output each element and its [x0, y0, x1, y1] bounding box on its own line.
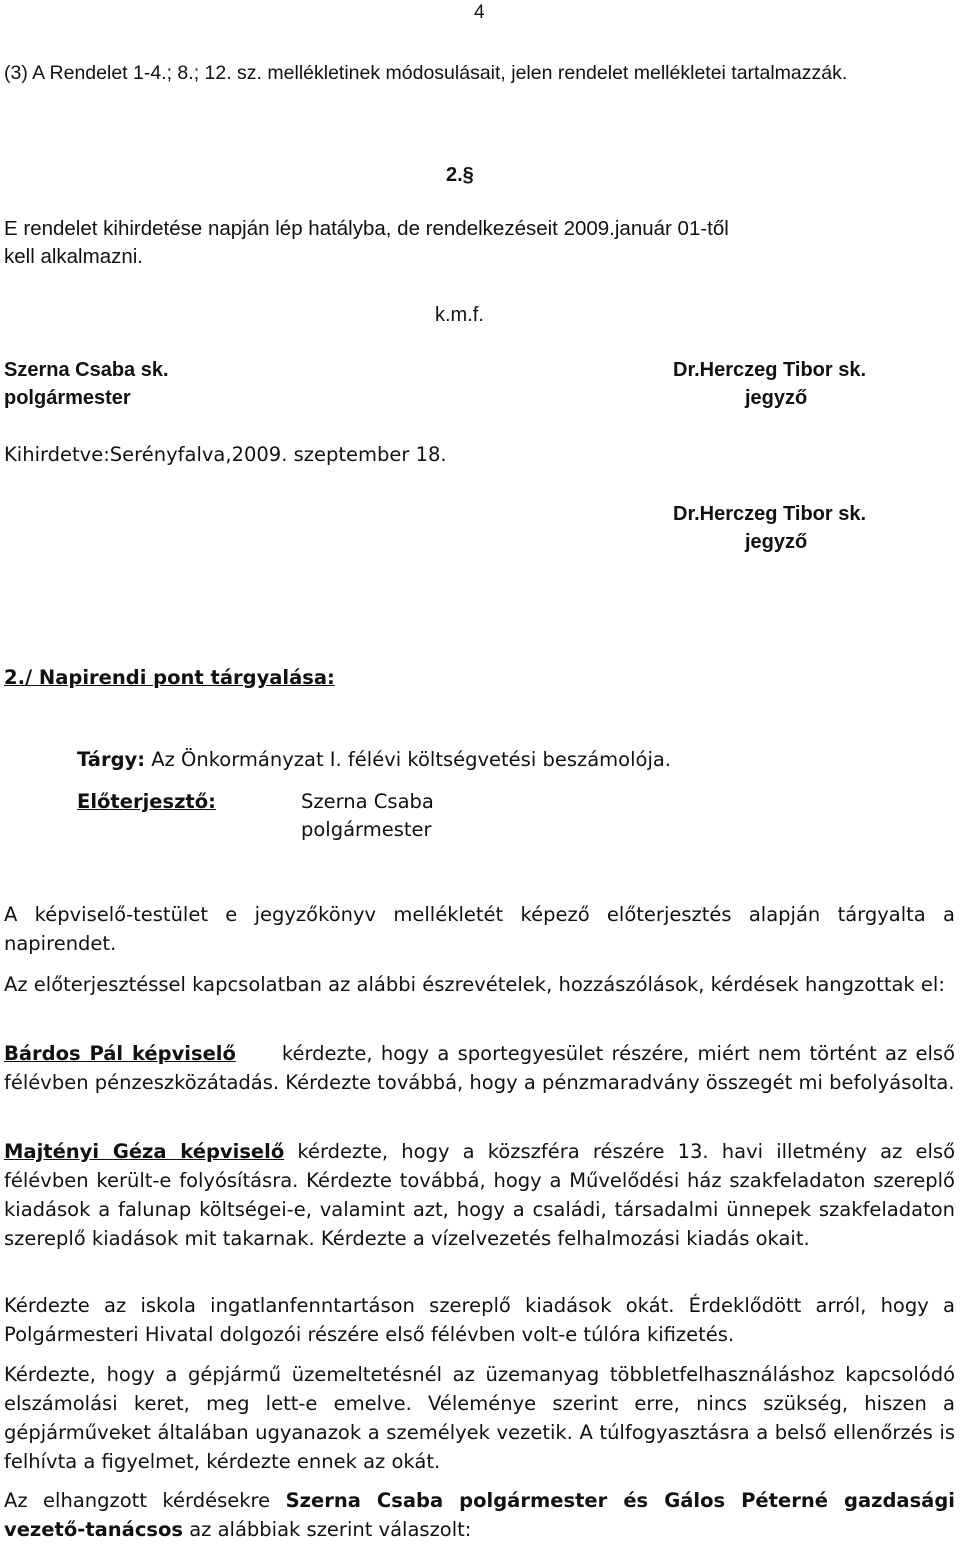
announcement-line: Kihirdetve:Serényfalva,2009. szeptember 18.: [4, 443, 447, 466]
body-paragraph-6: Kérdezte, hogy a gépjármű üzemeltetésnél az üzemanyag többletfelhasználáshoz kapcsolódó elszámolási keret, meg lett-e emelve. Véleménye szerint erre, nincs szükség, hiszen a gépjárműveket általában ugyanazok a személyek vezetik. A túlfogyasztásra a belső ellenőrzés is felhívta a figyelmet, kérdezte ennek az okát.: [4, 1363, 955, 1473]
effect-line-1: E rendelet kihirdetése napján lép hatályba, de rendelkezéseit 2009.január 01-től: [4, 217, 729, 240]
respondents: Szerna Csaba polgármester és Gálos Péterné gazdasági vezető-tanácsos: [4, 1489, 955, 1541]
presenter-title: polgármester: [301, 818, 432, 841]
speaker-majtenyi: Majtényi Géza képviselő: [4, 1140, 285, 1163]
paragraph-4-text: kérdezte, hogy a közszféra részére 13. havi illetmény az első félévben került-e folyósításra. Kérdezte továbbá, hogy a Művelődési ház szakfeladaton szereplő kiadások a falunap költségei-e, valamint azt, hogy a családi, társadalmi ünnepek szakfeladaton szereplő kiadások mit takarnak. Kérdezte a vízelvezetés felhalmozási kiadás okait.: [4, 1140, 956, 1250]
signature-right2-title: jegyző: [745, 531, 808, 553]
kmf-label: k.m.f.: [435, 304, 484, 326]
body-paragraph-1: A képviselő-testület e jegyzőkönyv mellékletét képező előterjesztés alapján tárgyalta a napirendet.: [4, 903, 955, 955]
body-paragraph-7: [4, 1486, 955, 1544]
paragraph-7-post: az alábbiak szerint válaszolt:: [183, 1518, 472, 1541]
speaker-bardos: Bárdos Pál képviselő: [4, 1042, 236, 1065]
signature-left-title: polgármester: [4, 387, 131, 409]
body-paragraph-5: Kérdezte az iskola ingatlanfenntartáson szereplő kiadások okát. Érdeklődött arról, hogy a Polgármesteri Hivatal dolgozói részére első félévben volt-e túlóra kifizetés.: [4, 1294, 955, 1346]
subject-label: Tárgy:: [77, 748, 146, 771]
presenter-label: Előterjesztő:: [77, 790, 216, 813]
signature-left-name: Szerna Csaba sk.: [4, 359, 169, 381]
agenda-heading: 2./ Napirendi pont tárgyalása:: [4, 666, 335, 689]
section-marker: 2.§: [446, 164, 474, 186]
effect-line-2: kell alkalmazni.: [4, 245, 143, 268]
body-paragraph-4: [4, 1137, 955, 1253]
body-paragraph-3: [4, 1039, 955, 1097]
signature-right-title: jegyző: [745, 387, 808, 409]
page-number: 4: [474, 2, 485, 23]
body-paragraph-2: Az előterjesztéssel kapcsolatban az alábbi észrevételek, hozzászólások, kérdések hangzottak el:: [4, 973, 945, 996]
signature-right-name: Dr.Herczeg Tibor sk.: [673, 359, 867, 381]
presenter-name: Szerna Csaba: [301, 790, 434, 813]
paragraph-3: (3) A Rendelet 1-4.; 8.; 12. sz. mellékletinek módosulásait, jelen rendelet mellékletei tartalmazzák.: [4, 62, 848, 84]
subject-text: Az Önkormányzat I. félévi költségvetési beszámolója.: [145, 748, 672, 771]
subject-line: [77, 746, 671, 774]
signature-right2-name: Dr.Herczeg Tibor sk.: [673, 503, 867, 525]
paragraph-3-text: kérdezte, hogy a sportegyesület részére, miért nem történt az első félévben pénzeszközátadás. Kérdezte továbbá, hogy a pénzmaradvány összegét mi befolyásolta.: [4, 1042, 955, 1094]
paragraph-7-pre: Az elhangzott kérdésekre: [4, 1489, 286, 1512]
